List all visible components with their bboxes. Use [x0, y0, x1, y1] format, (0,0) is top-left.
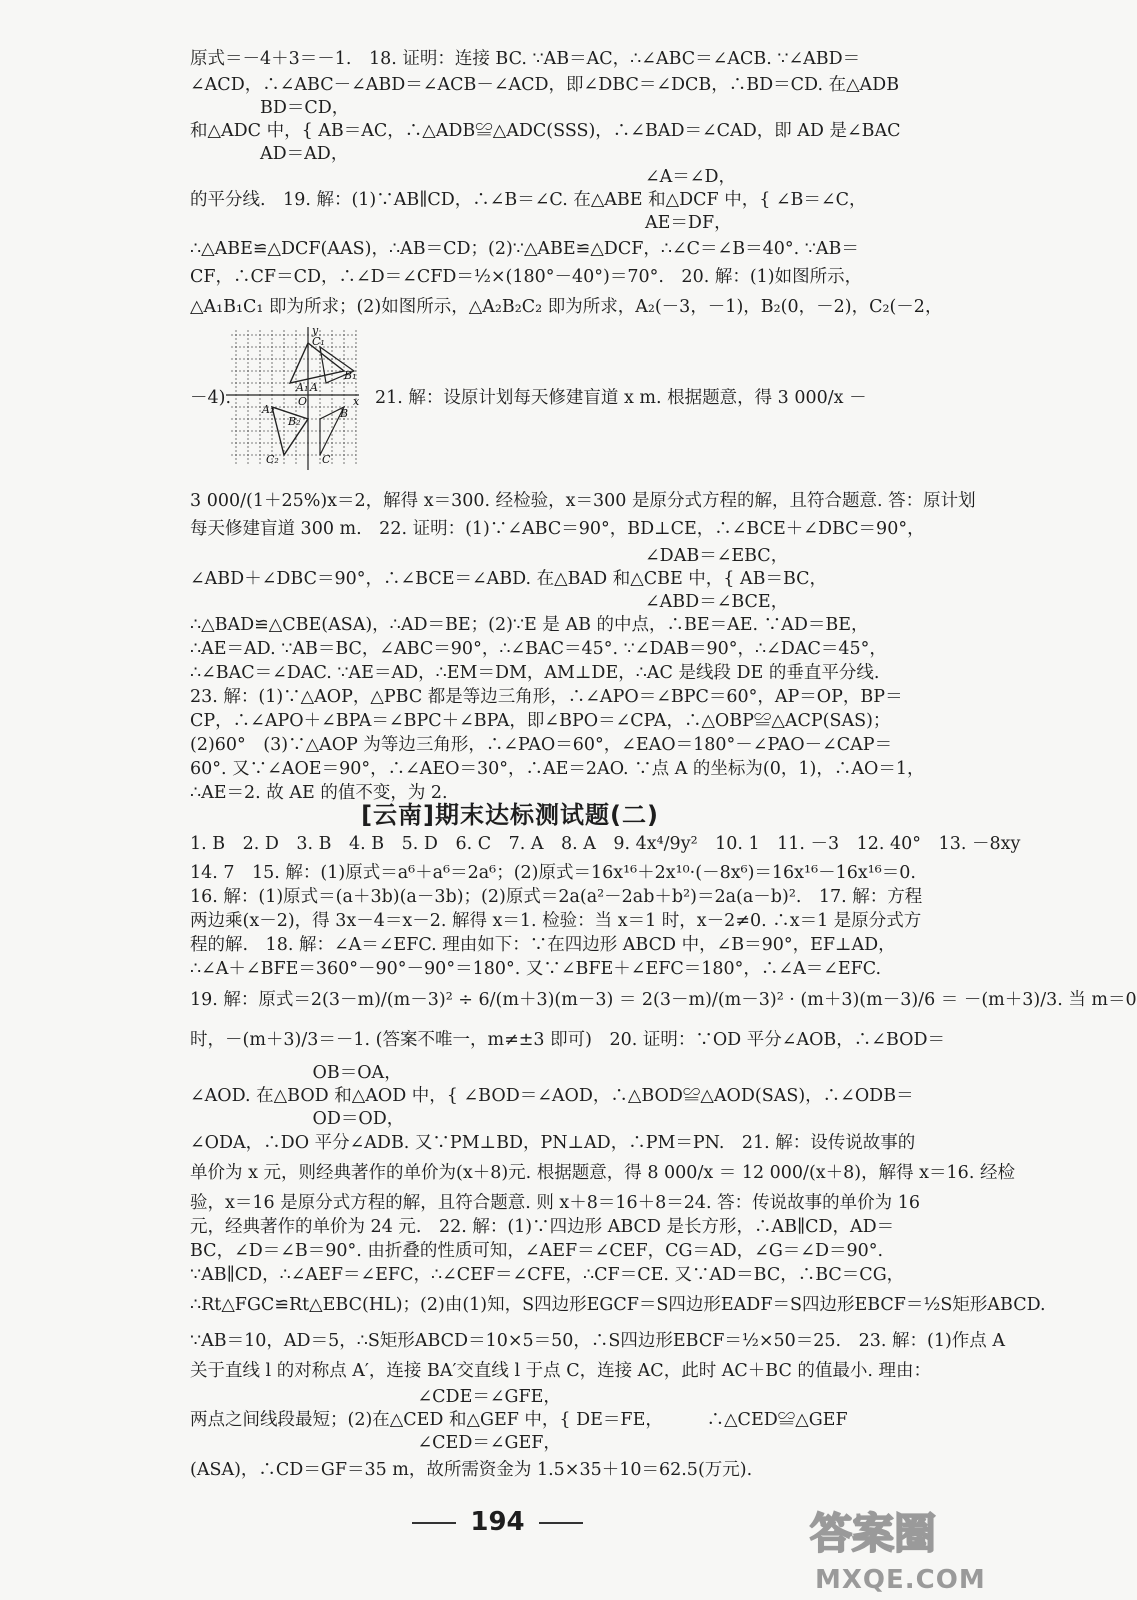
coordinate-grid-figure — [226, 325, 361, 470]
text-line: ∠ODA，∴DO 平分∠ADB. 又∵PM⊥BD，PN⊥AD，∴PM＝PN. 21. 解：设传说故事的 — [190, 1133, 916, 1153]
text-line: －4). — [190, 388, 232, 408]
watermark-text: 答案圈 — [810, 1509, 937, 1558]
text-line: 单价为 x 元，则经典著作的单价为(x＋8)元. 根据题意，得 8 000/x ＝ 12 000/(x＋8)，解得 x＝16. 经检 — [190, 1163, 1015, 1183]
text-line: ∠CED＝∠GEF， — [190, 1433, 561, 1453]
text-line: 23. 解：(1)∵△AOP，△PBC 都是等边三角形，∴∠APO＝∠BPC＝60°，AP＝OP，BP＝ — [190, 687, 903, 707]
text-line: ∠A＝∠D， — [190, 167, 736, 187]
text-line: 60°. 又∵∠AOE＝90°，∴∠AEO＝30°，∴AE＝2AO. ∵点 A 的坐标为(0，1)，∴AO＝1， — [190, 759, 925, 779]
text-line: ∴AE＝AD. ∵AB＝BC，∠ABC＝90°，∴∠BAC＝45°. ∵∠DAB＝90°，∴∠DAC＝45°， — [190, 639, 887, 659]
a-label: A — [310, 381, 318, 394]
c2-label: C₂ — [266, 453, 279, 466]
text-line: 验，x＝16 是原分式方程的解，且符合题意. 则 x＋8＝16＋8＝24. 答：传说故事的单价为 16 — [190, 1193, 921, 1213]
b1-label: B₁ — [344, 369, 357, 382]
text-line: 的平分线. 19. 解：(1)∵AB∥CD，∴∠B＝∠C. 在△ABE 和△DCF 中，{ ∠B＝∠C， — [190, 190, 867, 210]
watermark-logo — [808, 1502, 988, 1562]
x-axis-label: x — [353, 395, 360, 408]
text-line: 时，－(m＋3)/3＝－1. (答案不唯一，m≠±3 即可) 20. 证明：∵OD 平分∠AOB，∴∠BOD＝ — [190, 1030, 946, 1050]
text-line: 和△ADC 中，{ AB＝AC，∴△ADB≌△ADC(SSS)，∴∠BAD＝∠CAD，即 AD 是∠BAC — [190, 121, 901, 141]
text-line: 关于直线 l 的对称点 A′，连接 BA′交直线 l 于点 C，连接 AC，此时 AC＋BC 的值最小. 理由： — [190, 1361, 932, 1381]
text-line: 16. 解：(1)原式＝(a＋3b)(a－3b)；(2)原式＝2a(a²－2ab＋b²)＝2a(a－b)². 17. 解：方程 — [190, 887, 923, 907]
right-dash — [539, 1522, 583, 1524]
text-line: AE＝DF， — [190, 213, 732, 233]
page-number-text: 194 — [470, 1507, 525, 1537]
text-line: ∠ABD＝∠BCE， — [190, 592, 789, 612]
origin-label: O — [298, 395, 308, 408]
c1-label: C₁ — [312, 335, 325, 348]
text-line: ∠CDE＝∠GFE， — [190, 1387, 561, 1407]
text-line: CP，∴∠APO＋∠BPA＝∠BPC＋∠BPA，即∠BPO＝∠CPA，∴△OBP≌△ACP(SAS)； — [190, 711, 891, 731]
b2-label: B₂ — [288, 415, 301, 428]
text-line: 元，经典著作的单价为 24 元. 22. 解：(1)∵四边形 ABCD 是长方形，∴AB∥CD，AD＝ — [190, 1217, 895, 1237]
a2-label: A₂ — [262, 403, 275, 416]
grid-lines — [231, 330, 356, 465]
text-line: △A₁B₁C₁ 即为所求；(2)如图所示，△A₂B₂C₂ 即为所求，A₂(－3，－1)，B₂(0，－2)，C₂(－2， — [190, 297, 943, 317]
text-line: AD＝AD， — [190, 144, 349, 164]
text-line: ∴△ABE≌△DCF(AAS)，∴AB＝CD；(2)∵△ABE≌△DCF，∴∠C＝∠B＝40°. ∵AB＝ — [190, 239, 859, 259]
left-dash — [412, 1522, 456, 1524]
text-line: ∵AB∥CD，∴∠AEF＝∠EFC，∴∠CEF＝∠CFE，∴CF＝CE. 又∵AD＝BC，∴BC＝CG， — [190, 1265, 905, 1285]
b-label: B — [340, 407, 349, 420]
section-heading: [云南]期末达标测试题(二) — [361, 801, 659, 829]
text-line: 14. 7 15. 解：(1)原式＝a⁶＋a⁶＝2a⁶；(2)原式＝16x¹⁶＋2x¹⁰·(－8x⁶)＝16x¹⁶－16x¹⁶＝0. — [190, 863, 916, 883]
text-line: 两点之间线段最短；(2)在△CED 和△GEF 中，{ DE＝FE， ∴△CED≌△GEF — [190, 1410, 848, 1430]
text-line: 1. B 2. D 3. B 4. B 5. D 6. C 7. A 8. A 9. 4x⁴/9y² 10. 1 11. －3 12. 40° 13. －8xy — [190, 834, 1021, 854]
text-line: ∠ABD＋∠DBC＝90°，∴∠BCE＝∠ABD. 在△BAD 和△CBE 中，{ AB＝BC， — [190, 569, 828, 589]
text-line: ∠ACD，∴∠ABC－∠ABD＝∠ACB－∠ACD，即∠DBC＝∠DCB，∴BD＝CD. 在△ADB — [190, 75, 900, 95]
text-line: ∵AB＝10，AD＝5，∴S矩形ABCD＝10×5＝50，∴S四边形EBCF＝½×50＝25. 23. 解：(1)作点 A — [190, 1331, 1005, 1351]
triangle-a1b1c1 — [290, 343, 344, 383]
c-label: C — [322, 453, 331, 466]
watermark-domain: MXQE.COM — [815, 1565, 986, 1595]
text-line: 原式＝－4＋3＝－1. 18. 证明：连接 BC. ∵AB＝AC，∴∠ABC＝∠ACB. ∵∠ABD＝ — [190, 49, 861, 69]
text-line: ∠DAB＝∠EBC， — [190, 546, 789, 566]
y-axis-label: y — [312, 324, 319, 337]
text-line: 两边乘(x－2)，得 3x－4＝x－2. 解得 x＝1. 检验：当 x＝1 时，x－2≠0. ∴x＝1 是原分式方 — [190, 911, 922, 931]
text-line: OB＝OA， — [190, 1063, 402, 1083]
text-line: 19. 解：原式＝2(3－m)/(m－3)² ÷ 6/(m＋3)(m－3) ＝ 2(3－m)/(m－3)² · (m＋3)(m－3)/6 ＝ －(m＋3)/3. 当 m＝0 — [190, 990, 1137, 1010]
text-line: 3 000/(1＋25%)x＝2，解得 x＝300. 经检验，x＝300 是原分式方程的解，且符合题意. 答：原计划 — [190, 491, 976, 511]
text-line: ∴AE＝2. 故 AE 的值不变，为 2. — [190, 783, 448, 803]
text-line: (2)60° (3)∵△AOP 为等边三角形，∴∠PAO＝60°，∠EAO＝180°－∠PAO－∠CAP＝ — [190, 735, 893, 755]
text-line: ∴∠A＋∠BFE＝360°－90°－90°＝180°. 又∵∠BFE＋∠EFC＝180°，∴∠A＝∠EFC. — [190, 959, 882, 979]
a1-label: A₁ — [296, 381, 309, 394]
text-line: CF，∴CF＝CD，∴∠D＝∠CFD＝½×(180°－40°)＝70°. 20. 解：(1)如图所示， — [190, 267, 863, 287]
text-line: (ASA)，∴CD＝GF＝35 m，故所需资金为 1.5×35＋10＝62.5(万元). — [190, 1460, 753, 1480]
text-line: ∴Rt△FGC≌Rt△EBC(HL)；(2)由(1)知，S四边形EGCF＝S四边形EADF＝S四边形EBCF＝½S矩形ABCD. — [190, 1295, 1046, 1315]
text-line: 21. 解：设原计划每天修建盲道 x m. 根据题意，得 3 000/x － — [375, 388, 867, 408]
text-line: BD＝CD， — [190, 98, 350, 118]
text-line: OD＝OD， — [190, 1109, 405, 1129]
text-line: ∴△BAD≌△CBE(ASA)，∴AD＝BE；(2)∵E 是 AB 的中点，∴BE＝AE. ∵AD＝BE， — [190, 615, 869, 635]
text-line: BC，∠D＝∠B＝90°. 由折叠的性质可知，∠AEF＝∠CEF，CG＝AD，∠G＝∠D＝90°. — [190, 1241, 884, 1261]
text-line: 每天修建盲道 300 m. 22. 证明：(1)∵∠ABC＝90°，BD⊥CE，∴∠BCE＋∠DBC＝90°， — [190, 519, 925, 539]
text-line: ∠AOD. 在△BOD 和△AOD 中，{ ∠BOD＝∠AOD，∴△BOD≌△AOD(SAS)，∴∠ODB＝ — [190, 1086, 914, 1106]
text-line: ∴∠BAC＝∠DAC. ∵AE＝AD，∴EM＝DM，AM⊥DE，∴AC 是线段 DE 的垂直平分线. — [190, 663, 880, 683]
text-line: 程的解. 18. 解：∠A＝∠EFC. 理由如下：∵在四边形 ABCD 中，∠B＝90°，EF⊥AD， — [190, 935, 896, 955]
